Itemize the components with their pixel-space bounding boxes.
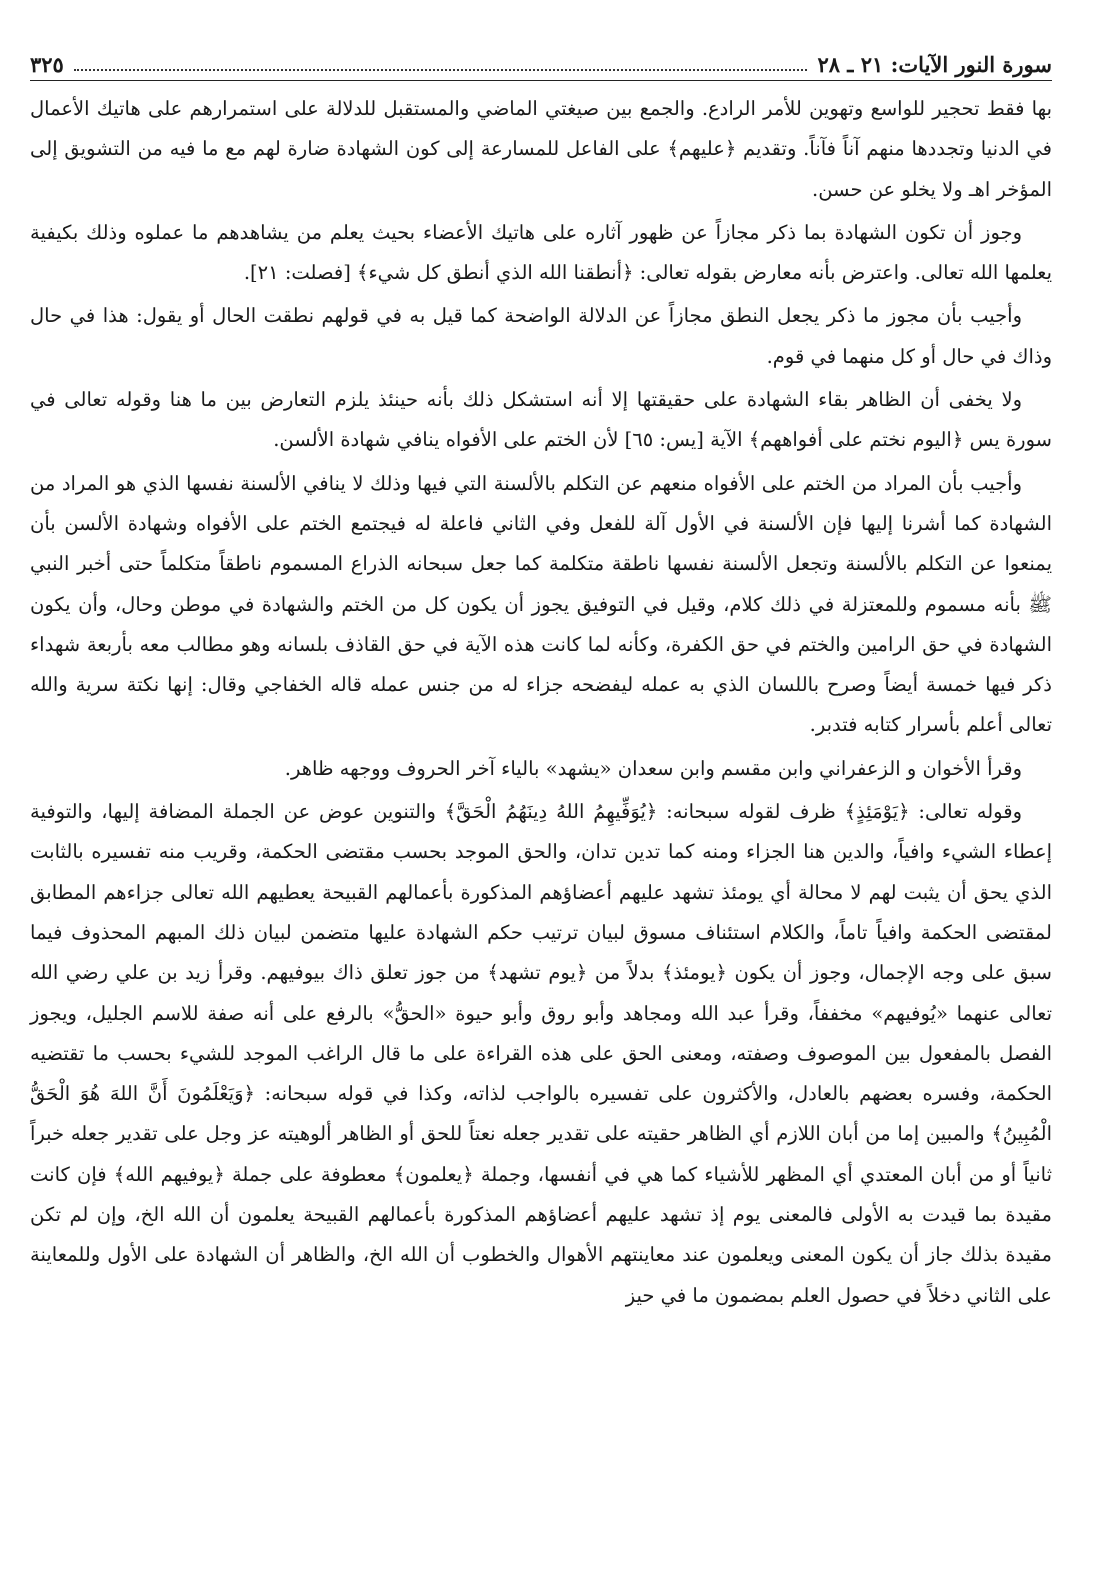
paragraph: وجوز أن تكون الشهادة بما ذكر مجازاً عن ظهور آثاره على هاتيك الأعضاء بحيث يعلم من يشاهدهم ما عملوه وذلك بكيفية يعلمها الله تعالى. واعترض بأنه معارض بقوله تعالى: ﴿أنطقنا الله الذي أنطق كل شيء﴾ [فصلت: ٢١]. xyxy=(30,220,1052,285)
paragraph: وقرأ الأخوان و الزعفراني وابن مقسم وابن سعدان «يشهد» بالياء آخر الحروف ووجهه ظاهر. xyxy=(284,756,1022,780)
paragraph: وقوله تعالى: ﴿يَوْمَئِذٍ﴾ ظرف لقوله سبحانه: ﴿يُوَفِّيهِمُ اللهُ دِينَهُمُ الْحَقَّ﴾ والتنوين عوض عن الجملة المضافة إليها، والتوفية إعطاء الشيء وافياً، والدين هنا الجزاء ومنه كما تدين تدان، والحق الموجد بحسب مقتضى الحكمة، وقريب منه تفسيره بالثابت الذي يحق أن يثبت لهم لا محالة أي يومئذ تشهد عليهم أعضاؤهم المذكورة بأعمالهم القبيحة يعطيهم الله تعالى جزاءهم المطابق لمقتضى الحكمة وافياً تاماً، والكلام استئناف مسوق لبيان ترتيب حكم الشهادة عليها متضمن لبيان ذلك المبهم المحذوف فيما سبق على وجه الإجمال، وجوز أن يكون ﴿يومئذ﴾ بدلاً من ﴿يوم تشهد﴾ من جوز تعلق ذاك بيوفيهم. وقرأ زيد بن علي رضي الله تعالى عنهما «يُوفيهم» مخففاً، وقرأ عبد الله ومجاهد وأبو روق وأبو حيوة «الحقُّ» بالرفع على أنه صفة للاسم الجليل، ويجوز الفصل بالمفعول بين الموصوف وصفته، ومعنى الحق على هذه القراءة على ما قال الراغب الموجد للشيء بحسب ما تقتضيه الحكمة، وفسره بعضهم بالعادل، والأكثرون على تفسيره بالواجب لذاته، وكذا في قوله سبحانه: ﴿وَيَعْلَمُونَ أَنَّ اللهَ هُوَ الْحَقُّ الْمُبِينُ﴾ والمبين إما من أبان اللازم أي الظاهر حقيته على تقدير جعله نعتاً للحق أو الظاهر ألوهيته عز وجل على تقدير جعله خبراً ثانياً أو من أبان المعتدي أي المظهر للأشياء كما هي في أنفسها، وجملة ﴿يعلمون﴾ معطوفة على جملة ﴿يوفيهم الله﴾ فإن كانت مقيدة بما قيدت به الأولى فالمعنى يوم إذ تشهد عليهم أعضاؤهم المذكورة بأعمالهم القبيحة يعلمون أن الله الخ، وإن لم تكن مقيدة بذلك جاز أن يكون المعنى ويعلمون عند معاينتهم الأهوال والخطوب أن الله الخ، والظاهر أن الشهادة على الأول وللمعاينة على الثاني دخلاً في حصول العلم بمضمون ما في حيز xyxy=(30,800,1052,1307)
page-header xyxy=(30,46,1052,81)
paragraph: وأجيب بأن مجوز ما ذكر يجعل النطق مجازاً عن الدلالة الواضحة كما قيل به في قولهم نطقت الحال أو يقول: هذا في حال وذاك في حال أو كل منهما في قوم. xyxy=(30,304,1052,368)
page-body xyxy=(30,89,1052,1316)
page-number: ٣٢٥ xyxy=(30,52,64,77)
book-page xyxy=(30,46,1052,1319)
surah-title: سورة النور الآيات: ٢١ ـ ٢٨ xyxy=(817,52,1052,77)
paragraph: بها فقط تحجير للواسع وتهوين للأمر الرادع. والجمع بين صيغتي الماضي والمستقبل للدلالة على استمرارهم على هاتيك الأعمال في الدنيا وتجددها منهم آناً فآناً. وتقديم ﴿عليهم﴾ على الفاعل للمسارعة إلى كون الشهادة ضارة لهم مع ما فيه من التشويق إلى المؤخر اهـ ولا يخلو عن حسن. xyxy=(30,97,1053,201)
paragraph: ولا يخفى أن الظاهر بقاء الشهادة على حقيقتها إلا أنه استشكل ذلك بأنه حينئذ يلزم التعارض بين ما هنا وقوله تعالى في سورة يس ﴿اليوم نختم على أفواههم﴾ الآية [يس: ٦٥] لأن الختم على الأفواه ينافي شهادة الألسن. xyxy=(30,388,1052,452)
paragraph: وأجيب بأن المراد من الختم على الأفواه منعهم عن التكلم بالألسنة التي فيها وذلك لا ينافي الألسنة نفسها الذي هو المراد من الشهادة كما أشرنا إليها فإن الألسنة في الأول آلة للفعل وفي الثاني فاعلة له فيجتمع الختم على الأفواه وشهادة الألسن بأن يمنعوا عن التكلم بالألسنة وتجعل الألسنة نفسها ناطقة متكلمة كما جعل سبحانه الذراع المسموم ناطقاً متكلماً حتى أخبر النبي ﷺ بأنه مسموم وللمعتزلة في ذلك كلام، وقيل في التوفيق يجوز أن يكون كل من الختم والشهادة في موطن وحال، وأن يكون الشهادة في حق الرامين والختم في حق الكفرة، وكأنه لما كانت هذه الآية في حق القاذف بلسانه وهو مطالب معه بأربعة شهداء ذكر فيها خمسة أيضاً وصرح باللسان الذي به عمله ليفضحه جزاء له من جنس عمله قاله الخفاجي وقال: إنها نكتة سرية والله تعالى أعلم بأسرار كتابه فتدبر. xyxy=(30,471,1052,737)
header-dot-leader xyxy=(74,68,808,71)
